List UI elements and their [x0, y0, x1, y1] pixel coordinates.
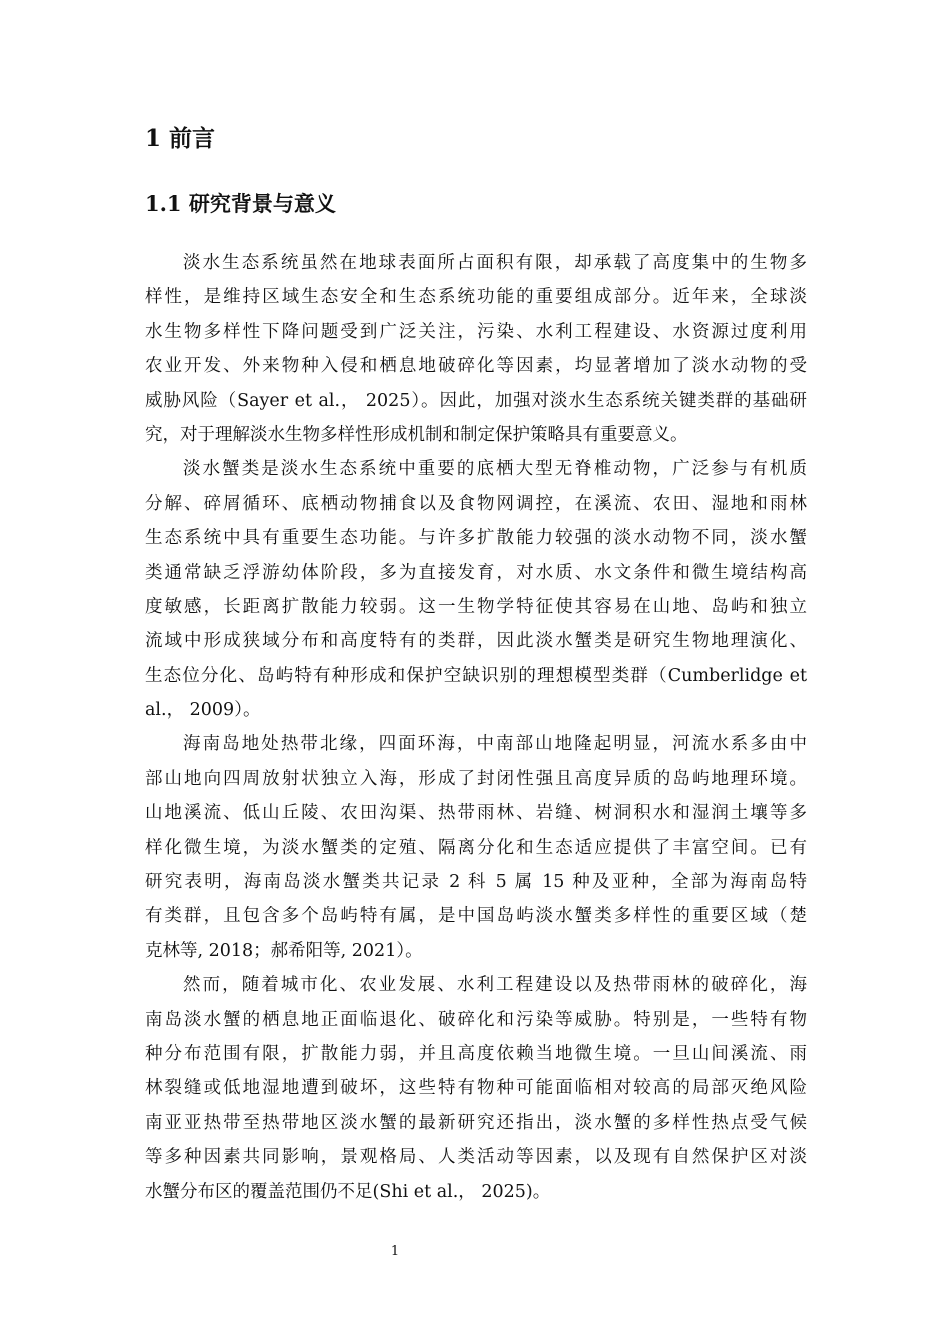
paragraph-line: 克林等, 2018；郝希阳等, 2021）。 [145, 940, 423, 961]
paragraph-line: 流域中形成狭域分布和高度特有的类群，因此淡水蟹类是研究生物地理演化、 [145, 631, 807, 652]
paragraph-line: 类通常缺乏浮游幼体阶段，多为直接发育，对水质、水文条件和微生境结构高 [145, 562, 807, 583]
paragraph-line: 生态系统中具有重要生态功能。与许多扩散能力较强的淡水动物不同，淡水蟹 [145, 528, 807, 549]
paragraph-line: 究，对于理解淡水生物多样性形成机制和制定保护策略具有重要意义。 [145, 424, 688, 445]
paragraph-line: 威胁风险（Sayer et al.， 2025）。因此，加强对淡水生态系统关键类群的基础研 [145, 390, 807, 411]
paragraph-line: 南岛淡水蟹的栖息地正面临退化、破碎化和污染等威胁。特别是，一些特有物 [145, 1009, 807, 1030]
paragraph-line: 淡水蟹类是淡水生态系统中重要的底栖大型无脊椎动物，广泛参与有机质 [183, 459, 807, 480]
paragraph-line: 部山地向四周放射状独立入海，形成了封闭性强且高度异质的岛屿地理环境。 [145, 768, 807, 789]
paragraph-line: 水蟹分布区的覆盖范围仍不足(Shi et al.， 2025)。 [145, 1181, 551, 1202]
page-number: 1 [390, 1244, 400, 1259]
paragraph-line: 样化微生境，为淡水蟹类的定殖、隔离分化和生态适应提供了丰富空间。已有 [145, 837, 807, 858]
chapter-heading: 1 前言 [145, 125, 216, 152]
paragraph-line: 生态位分化、岛屿特有种形成和保护空缺识别的理想模型类群（Cumberlidge et [145, 665, 807, 686]
paragraph-line: 山地溪流、低山丘陵、农田沟渠、热带雨林、岩缝、树洞积水和湿润土壤等多 [145, 803, 807, 824]
paragraph-line: 农业开发、外来物种入侵和栖息地破碎化等因素，均显著增加了淡水动物的受 [145, 356, 807, 377]
section-heading: 1.1 研究背景与意义 [145, 191, 336, 216]
paragraph-line: 淡水生态系统虽然在地球表面所占面积有限，却承载了高度集中的生物多 [183, 253, 807, 273]
body-text [145, 246, 807, 1209]
paragraph-line: 等多种因素共同影响，景观格局、人类活动等因素，以及现有自然保护区对淡 [145, 1147, 807, 1168]
paragraph-line: 南亚亚热带至热带地区淡水蟹的最新研究还指出，淡水蟹的多样性热点受气候 [145, 1112, 807, 1133]
paragraph-line: 种分布范围有限，扩散能力弱，并且高度依赖当地微生境。一旦山间溪流、雨 [145, 1043, 807, 1064]
paragraph-line: 研究表明，海南岛淡水蟹类共记录 2 科 5 属 15 种及亚种，全部为海南岛特 [145, 872, 807, 893]
paragraph-line: 样性，是维持区域生态安全和生态系统功能的重要组成部分。近年来，全球淡 [145, 287, 807, 308]
paragraph-line: 分解、碎屑循环、底栖动物捕食以及食物网调控，在溪流、农田、湿地和雨林 [145, 493, 807, 514]
paragraph-line: al.， 2009）。 [145, 700, 261, 721]
paragraph-line: 海南岛地处热带北缘，四面环海，中南部山地隆起明显，河流水系多由中 [183, 734, 807, 755]
paragraph-line: 水生物多样性下降问题受到广泛关注，污染、水利工程建设、水资源过度利用 [145, 321, 807, 342]
paragraph-line: 林裂缝或低地湿地遭到破坏，这些特有物种可能面临相对较高的局部灭绝风险 [145, 1078, 807, 1099]
paragraph-line: 度敏感，长距离扩散能力较弱。这一生物学特征使其容易在山地、岛屿和独立 [145, 596, 807, 617]
paragraph-line: 有类群，且包含多个岛屿特有属，是中国岛屿淡水蟹类多样性的重要区域（楚 [145, 906, 807, 927]
paragraph-line: 然而，随着城市化、农业发展、水利工程建设以及热带雨林的破碎化，海 [183, 975, 807, 996]
